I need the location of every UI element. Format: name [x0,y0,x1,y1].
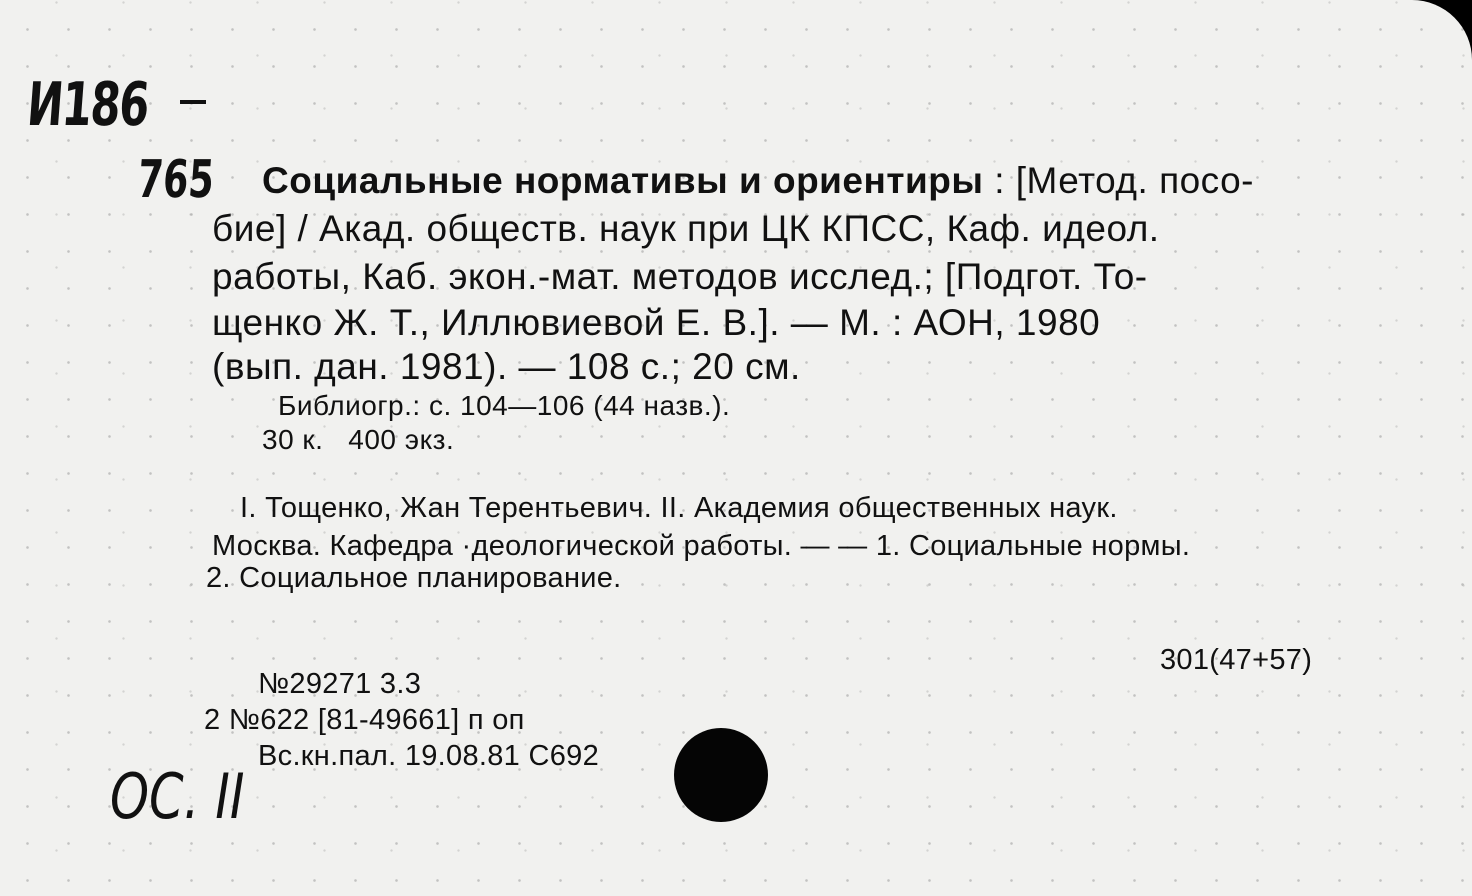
handwritten-call-number-top: И186 [24,70,151,140]
handwritten-location-mark: ОС. II [110,760,245,833]
entry-line-1-rest: : [Метод. посо- [983,160,1254,201]
price-copies-note: 30 к. 400 экз. [262,424,455,455]
entry-line-2: бие] / Акад. обществ. наук при ЦК КПСС, Каф. идеол. [212,208,1160,249]
entry-line-3: работы, Каб. экон.-мат. методов исслед.; [Подгот. То- [212,256,1148,297]
entry-line-1 [262,160,1254,202]
footer-line-3: Вс.кн.пал. 19.08.81 С692 [258,740,599,772]
subject-line-2: Москва. Кафедра ·деологической работы. — — 1. Социальные нормы. [212,530,1191,562]
footer-line-1: №29271 3.3 [258,668,422,700]
entry-line-4: щенко Ж. Т., Иллювиевой Е. В.]. — М. : АОН, 1980 [212,302,1101,343]
subject-line-1: I. Тощенко, Жан Терентьевич. II. Академия общественных наук. [240,492,1118,524]
footer-line-2: 2 №622 [81-49661] п оп [204,704,525,736]
bibliography-note: Библиогр.: с. 104—106 (44 назв.). [278,390,731,421]
entry-title: Социальные нормативы и ориентиры [262,160,984,201]
entry-line-5: (вып. дан. 1981). — 108 с.; 20 см. [212,346,801,387]
handwritten-dash [180,100,206,104]
classification-code: 301(47+57) [1160,644,1313,676]
subject-line-3: 2. Социальное планирование. [206,562,622,594]
punch-hole-stamp [674,728,768,822]
handwritten-call-number-bottom: 765 [135,150,216,210]
